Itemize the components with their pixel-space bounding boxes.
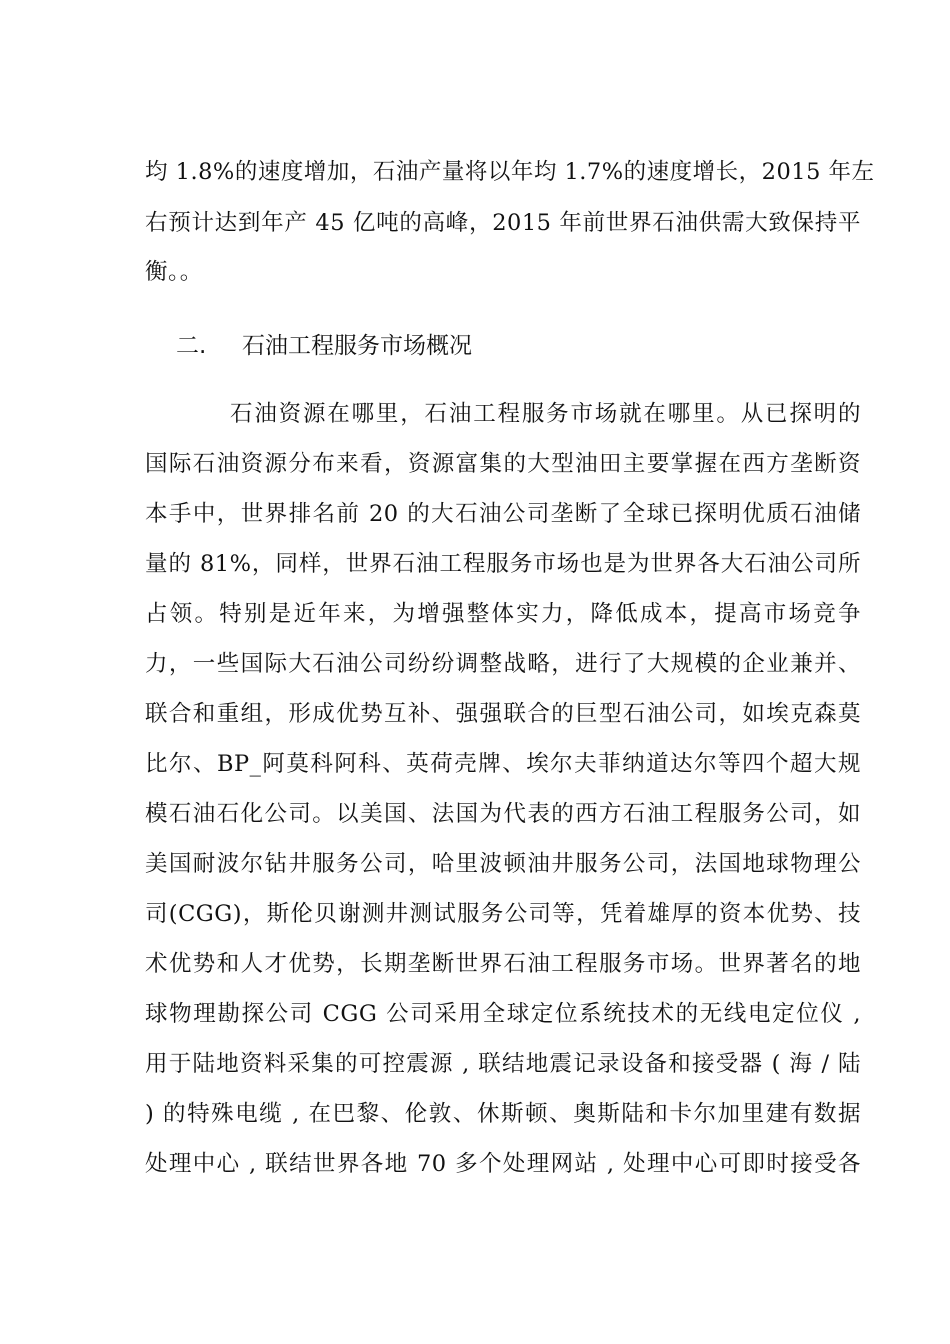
text-line: 模石油石化公司。以美国、法国为代表的西方石油工程服务公司，如 xyxy=(145,801,861,827)
section-heading xyxy=(176,330,472,362)
text-line: 司(CGG)，斯伦贝谢测井测试服务公司等，凭着雄厚的资本优势、技 xyxy=(145,901,861,927)
text-line: 石油资源在哪里，石油工程服务市场就在哪里。从已探明的 xyxy=(230,401,861,427)
text-line: 量的 81%，同样，世界石油工程服务市场也是为世界各大石油公司所 xyxy=(145,551,861,577)
text-line: 联合和重组，形成优势互补、强强联合的巨型石油公司，如埃克森莫 xyxy=(145,701,861,727)
text-line: 美国耐波尔钻井服务公司，哈里波顿油井服务公司，法国地球物理公 xyxy=(145,851,861,877)
text-line: 均 1.8%的速度增加，石油产量将以年均 1.7%的速度增长，2015 年左 xyxy=(145,159,875,185)
text-line: 衡。。 xyxy=(145,259,203,285)
section-title: 石油工程服务市场概况 xyxy=(242,333,472,359)
text-line: 术优势和人才优势，长期垄断世界石油工程服务市场。世界著名的地 xyxy=(145,951,861,977)
text-line: 右预计达到年产 45 亿吨的高峰，2015 年前世界石油供需大致保持平 xyxy=(145,210,861,236)
text-line: 处理中心 , 联结世界各地 70 多个处理网站 , 处理中心可即时接受各 xyxy=(145,1151,861,1177)
text-line: 占领。特别是近年来，为增强整体实力，降低成本，提高市场竞争 xyxy=(145,601,861,627)
text-line: ) 的特殊电缆 , 在巴黎、伦敦、休斯顿、奥斯陆和卡尔加里建有数据 xyxy=(145,1101,861,1127)
text-line: 本手中，世界排名前 20 的大石油公司垄断了全球已探明优质石油储 xyxy=(145,501,861,527)
text-line: 球物理勘探公司 CGG 公司采用全球定位系统技术的无线电定位仪 , xyxy=(145,1001,861,1027)
text-line: 用于陆地资料采集的可控震源 , 联结地震记录设备和接受器 ( 海 / 陆 xyxy=(145,1051,861,1077)
text-line: 比尔、BP_阿莫科阿科、英荷壳牌、埃尔夫菲纳道达尔等四个超大规 xyxy=(145,751,861,777)
section-number: 二. xyxy=(176,333,207,359)
text-line: 力，一些国际大石油公司纷纷调整战略，进行了大规模的企业兼并、 xyxy=(145,651,861,677)
text-line: 国际石油资源分布来看，资源富集的大型油田主要掌握在西方垄断资 xyxy=(145,451,861,477)
